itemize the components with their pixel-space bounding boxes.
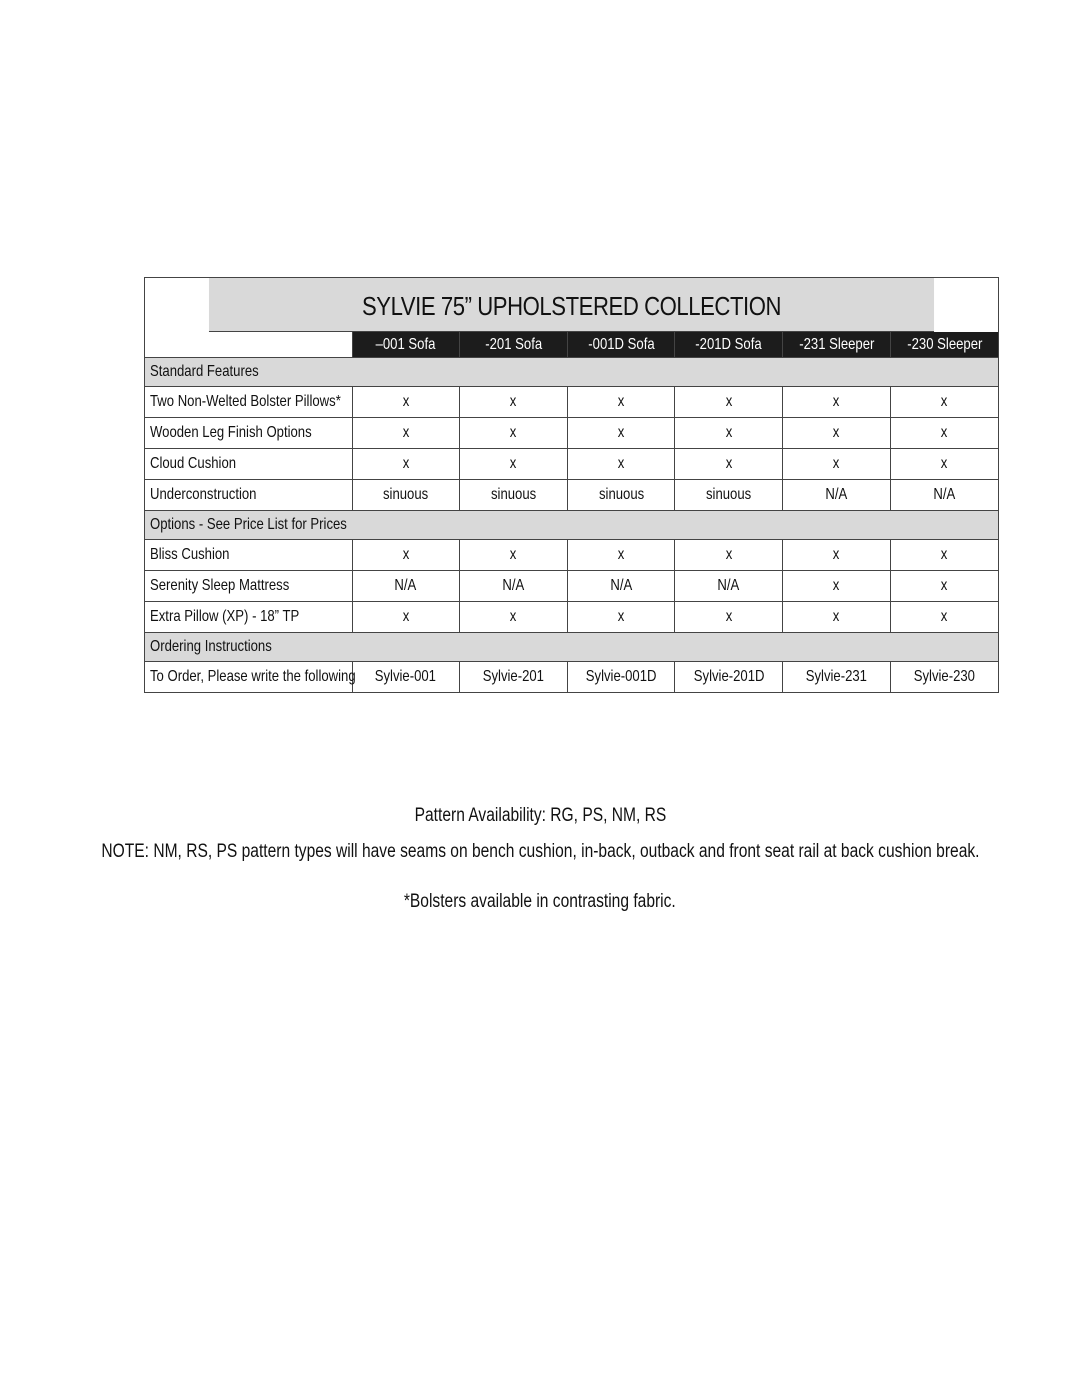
value-cell bbox=[783, 480, 891, 511]
value-cell bbox=[352, 418, 460, 449]
value-cell bbox=[675, 662, 783, 693]
cell-value: x bbox=[510, 424, 517, 441]
cell-value: N/A bbox=[610, 577, 633, 594]
cell-value: x bbox=[510, 546, 517, 563]
value-cell bbox=[675, 387, 783, 418]
pattern-availability-text: Pattern Availability: RG, PS, NM, RS bbox=[414, 805, 666, 826]
row-label: Serenity Sleep Mattress bbox=[150, 577, 290, 594]
cell-value: x bbox=[617, 455, 625, 472]
cell-value: x bbox=[833, 577, 840, 594]
section-header-row bbox=[145, 633, 998, 662]
value-cell bbox=[783, 571, 891, 602]
value-cell bbox=[890, 449, 998, 480]
row-label: Bliss Cushion bbox=[150, 546, 230, 563]
value-cell bbox=[460, 480, 568, 511]
table-row bbox=[145, 571, 998, 602]
column-header-label: -201 Sofa bbox=[485, 335, 542, 353]
value-cell bbox=[567, 662, 675, 693]
cell-value: x bbox=[941, 608, 948, 625]
cell-value: N/A bbox=[825, 486, 848, 503]
cell-value: Sylvie-201D bbox=[693, 668, 765, 685]
cell-value: N/A bbox=[502, 577, 525, 594]
pattern-availability bbox=[0, 805, 1080, 827]
section-heading-text: Standard Features bbox=[150, 363, 259, 380]
bolster-note bbox=[0, 891, 1080, 913]
row-label-cell bbox=[145, 571, 352, 602]
column-header-label: –001 Sofa bbox=[375, 335, 436, 353]
section-heading-text: Options - See Price List for Prices bbox=[150, 516, 347, 533]
column-header bbox=[352, 332, 460, 358]
value-cell bbox=[675, 602, 783, 633]
spec-table bbox=[145, 332, 998, 692]
cell-value: Sylvie-201 bbox=[482, 668, 545, 685]
seam-note-text: NOTE: NM, RS, PS pattern types will have seams on bench cushion, in-back, outback and front seat rail at back cushion break. bbox=[100, 841, 980, 862]
column-header-label: -231 Sleeper bbox=[798, 335, 875, 353]
row-label: Underconstruction bbox=[150, 486, 257, 503]
row-label-cell bbox=[145, 602, 352, 633]
cell-value: Sylvie-001D bbox=[585, 668, 657, 685]
cell-value: x bbox=[510, 455, 517, 472]
column-header bbox=[460, 332, 568, 358]
value-cell bbox=[460, 540, 568, 571]
cell-value: x bbox=[941, 393, 948, 410]
row-label-cell bbox=[145, 480, 352, 511]
cell-value: x bbox=[941, 455, 948, 472]
column-header bbox=[890, 332, 998, 358]
row-label-cell bbox=[145, 449, 352, 480]
cell-value: x bbox=[617, 546, 625, 563]
section-heading bbox=[145, 633, 998, 662]
cell-value: Sylvie-230 bbox=[913, 668, 976, 685]
value-cell bbox=[567, 449, 675, 480]
cell-value: sinuous bbox=[383, 486, 429, 503]
column-header bbox=[783, 332, 891, 358]
cell-value: x bbox=[617, 424, 625, 441]
value-cell bbox=[675, 540, 783, 571]
row-label-cell bbox=[145, 418, 352, 449]
cell-value: x bbox=[941, 424, 948, 441]
cell-value: x bbox=[941, 546, 948, 563]
cell-value: sinuous bbox=[490, 486, 537, 503]
table-row bbox=[145, 602, 998, 633]
column-header-label: -001D Sofa bbox=[587, 335, 655, 353]
column-header bbox=[675, 332, 783, 358]
column-header bbox=[567, 332, 675, 358]
cell-value: x bbox=[402, 424, 410, 441]
value-cell bbox=[567, 387, 675, 418]
cell-value: x bbox=[833, 393, 840, 410]
value-cell bbox=[352, 602, 460, 633]
column-header-label: -201D Sofa bbox=[695, 335, 762, 353]
cell-value: N/A bbox=[717, 577, 740, 594]
column-header-label: -230 Sleeper bbox=[906, 335, 982, 353]
value-cell bbox=[890, 662, 998, 693]
value-cell bbox=[675, 571, 783, 602]
section-header-row bbox=[145, 358, 998, 387]
value-cell bbox=[783, 418, 891, 449]
value-cell bbox=[352, 540, 460, 571]
section-heading bbox=[145, 511, 998, 540]
value-cell bbox=[352, 449, 460, 480]
row-label-cell bbox=[145, 540, 352, 571]
cell-value: x bbox=[402, 546, 410, 563]
value-cell bbox=[567, 480, 675, 511]
header-blank-cell bbox=[145, 332, 352, 358]
value-cell bbox=[783, 387, 891, 418]
table-row bbox=[145, 480, 998, 511]
value-cell bbox=[460, 602, 568, 633]
section-heading bbox=[145, 358, 998, 387]
cell-value: Sylvie-231 bbox=[805, 668, 868, 685]
value-cell bbox=[675, 449, 783, 480]
cell-value: sinuous bbox=[598, 486, 644, 503]
cell-value: x bbox=[725, 455, 733, 472]
table-row bbox=[145, 449, 998, 480]
cell-value: N/A bbox=[933, 486, 956, 503]
value-cell bbox=[675, 480, 783, 511]
value-cell bbox=[783, 662, 891, 693]
cell-value: x bbox=[941, 577, 948, 594]
row-label: Cloud Cushion bbox=[150, 455, 237, 472]
row-label-cell bbox=[145, 662, 356, 693]
table-row bbox=[145, 418, 998, 449]
cell-value: Sylvie-001 bbox=[375, 668, 437, 685]
table-title: SYLVIE 75” UPHOLSTERED COLLECTION bbox=[209, 278, 934, 332]
value-cell bbox=[783, 602, 891, 633]
table-row bbox=[145, 540, 998, 571]
table-row bbox=[145, 387, 998, 418]
value-cell bbox=[460, 449, 568, 480]
row-label-cell bbox=[145, 387, 352, 418]
cell-value: x bbox=[725, 546, 733, 563]
value-cell bbox=[890, 602, 998, 633]
value-cell bbox=[675, 418, 783, 449]
value-cell bbox=[352, 571, 460, 602]
value-cell bbox=[352, 480, 460, 511]
value-cell bbox=[352, 662, 460, 693]
value-cell bbox=[567, 540, 675, 571]
column-header-row bbox=[145, 332, 998, 358]
bolster-note-text: *Bolsters available in contrasting fabric. bbox=[404, 891, 676, 912]
value-cell bbox=[890, 387, 998, 418]
row-label: Extra Pillow (XP) - 18” TP bbox=[150, 608, 300, 625]
cell-value: x bbox=[833, 608, 840, 625]
cell-value: x bbox=[833, 546, 840, 563]
cell-value: x bbox=[725, 608, 733, 625]
value-cell bbox=[460, 662, 568, 693]
value-cell bbox=[890, 571, 998, 602]
value-cell bbox=[783, 449, 891, 480]
cell-value: x bbox=[617, 608, 625, 625]
value-cell bbox=[352, 387, 460, 418]
table-row bbox=[145, 662, 998, 693]
cell-value: x bbox=[402, 393, 410, 410]
value-cell bbox=[567, 602, 675, 633]
cell-value: x bbox=[833, 424, 840, 441]
cell-value: x bbox=[510, 393, 517, 410]
cell-value: x bbox=[617, 393, 625, 410]
cell-value: x bbox=[510, 608, 517, 625]
row-label: Two Non-Welted Bolster Pillows* bbox=[150, 393, 341, 410]
value-cell bbox=[890, 480, 998, 511]
value-cell bbox=[460, 387, 568, 418]
value-cell bbox=[890, 540, 998, 571]
cell-value: x bbox=[402, 608, 410, 625]
cell-value: N/A bbox=[394, 577, 417, 594]
cell-value: x bbox=[725, 424, 733, 441]
spec-table-sheet bbox=[144, 277, 999, 693]
seam-note bbox=[0, 841, 1080, 863]
value-cell bbox=[460, 418, 568, 449]
cell-value: x bbox=[833, 455, 840, 472]
section-header-row bbox=[145, 511, 998, 540]
value-cell bbox=[890, 418, 998, 449]
cell-value: x bbox=[402, 455, 410, 472]
value-cell bbox=[567, 571, 675, 602]
value-cell bbox=[567, 418, 675, 449]
row-label: To Order, Please write the following bbox=[150, 668, 356, 685]
row-label: Wooden Leg Finish Options bbox=[150, 424, 312, 441]
cell-value: x bbox=[725, 393, 733, 410]
value-cell bbox=[783, 540, 891, 571]
section-heading-text: Ordering Instructions bbox=[150, 638, 272, 655]
value-cell bbox=[460, 571, 568, 602]
cell-value: sinuous bbox=[706, 486, 752, 503]
